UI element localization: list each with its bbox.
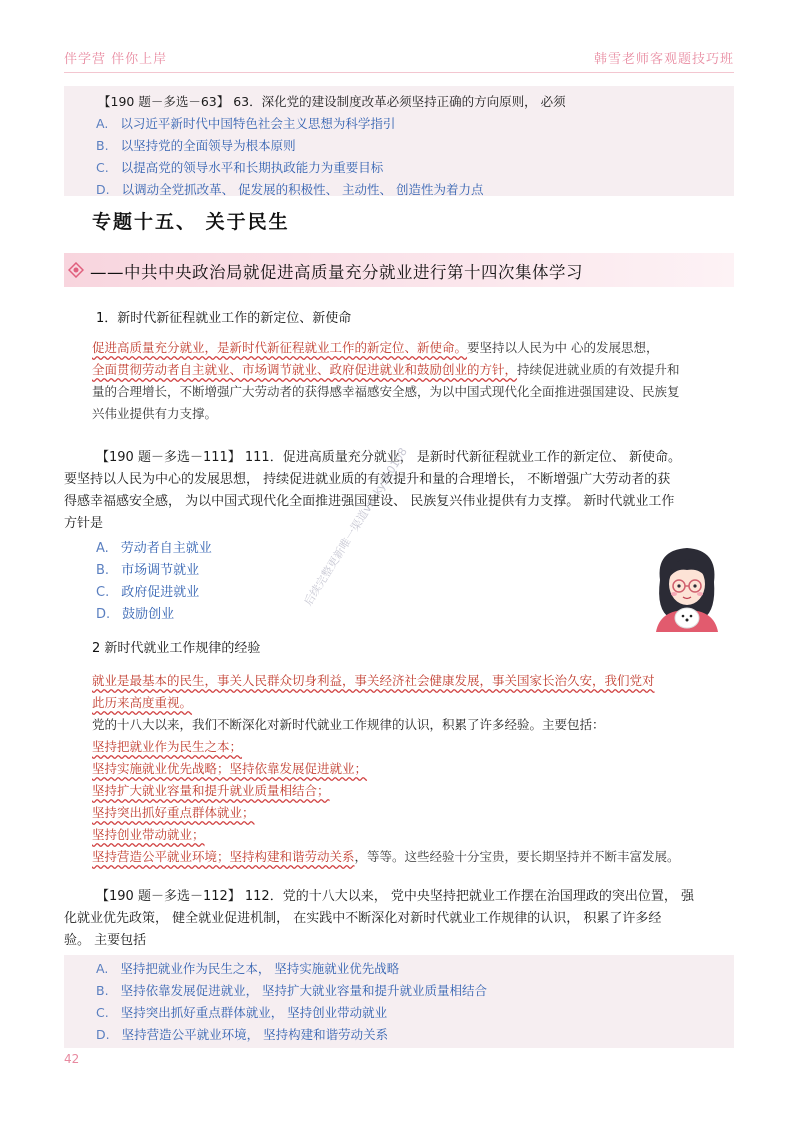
highlighted-text: 坚持扩大就业容量和提升就业质量相结合； [92, 783, 330, 798]
question-112-line: 验。 主要包括 [64, 933, 147, 948]
highlighted-text: 坚持把就业作为民生之本； [92, 739, 243, 754]
paragraph-line [92, 802, 255, 824]
question-63-option-c [96, 158, 383, 176]
paragraph-line [92, 692, 192, 714]
question-111-option-d [96, 604, 174, 626]
option-letter: A. [96, 116, 109, 131]
paragraph-line: 党的十八大以来，我们不断深化对新时代就业工作规律的认识，积累了许多经验。主要包括： [92, 717, 605, 732]
paragraph-line: 量的合理增长，不断增强广大劳动者的获得感幸福感安全感，为以中国式现代化全面推进强国建设、民族复 [92, 384, 680, 399]
section-2-heading: 2 新时代就业工作规律的经验 [92, 641, 261, 656]
topic-title: 专题十五、 关于民生 [92, 211, 290, 233]
option-text: 以调动全党抓改革、 促发展的积极性、 主动性、 创造性为着力点 [121, 182, 484, 197]
teacher-avatar-illustration [642, 540, 732, 632]
page-number: 42 [64, 1052, 80, 1066]
question-111-line: 方针是 [64, 516, 104, 531]
option-letter: D. [96, 182, 110, 197]
question-63-option-d [96, 180, 484, 198]
option-text: 坚持依靠发展促进就业， 坚持扩大就业容量和提升就业质量相结合 [120, 983, 488, 998]
plain-text: 持续促进就业质的有效提升和 [517, 362, 680, 377]
watermark: 后续完整更新唯一渠道vx: kysh0108 [301, 445, 410, 608]
question-112-stem [64, 886, 734, 956]
option-letter: B. [96, 563, 110, 578]
option-letter: D. [96, 607, 111, 622]
question-111-line: 要坚持以人民为中心的发展思想， 持续促进就业质的有效提升和量的合理增长， 不断增强广大劳动者的获 [64, 472, 671, 487]
option-text: 以提高党的领导水平和长期执政能力为重要目标 [120, 160, 384, 175]
option-letter: A. [96, 541, 109, 556]
option-text: 以坚持党的全面领导为根本原则 [120, 138, 296, 153]
option-letter: B. [96, 983, 109, 998]
highlighted-text: 促进高质量充分就业，是新时代新征程就业工作的新定位、新使命。 [92, 340, 468, 355]
option-text: 坚持把就业作为民生之本， 坚持实施就业优先战略 [120, 961, 400, 976]
option-text: 市场调节就业 [121, 563, 200, 578]
question-112-option-c [96, 1003, 387, 1021]
question-111-option-a [96, 538, 212, 560]
paragraph-line [92, 736, 242, 758]
question-111-line: 得感幸福感安全感， 为以中国式现代化全面推进强国建设、 民族复兴伟业提供有力支撑。 新时代就业工作 [64, 494, 675, 509]
plain-text: ，等等。这些经验十分宝贵，要长期坚持并不断丰富发展。 [354, 849, 680, 864]
section-banner [64, 253, 734, 287]
paragraph-line [92, 824, 205, 846]
plain-text: 要坚持以人民为中 心的发展思想， [467, 340, 659, 355]
option-letter: C. [96, 1005, 109, 1020]
diamond-ornament-icon [68, 262, 84, 278]
paragraph-line [92, 670, 655, 692]
paragraph-line [92, 337, 659, 359]
question-112-options-box [64, 955, 734, 1048]
question-63-option-a [96, 114, 395, 132]
question-111 [64, 447, 734, 627]
question-111-option-c [96, 582, 199, 604]
paragraph-line [92, 846, 680, 868]
option-text: 以习近平新时代中国特色社会主义思想为科学指引 [120, 116, 396, 131]
header-brand: 伴学营 伴你上岸 [64, 52, 168, 67]
question-63-stem: 【190 题－多选－63】 63．深化党的建设制度改革必须坚持正确的方向原则， 必须 [98, 94, 566, 109]
highlighted-text: 坚持实施就业优先战略；坚持依靠发展促进就业； [92, 761, 368, 776]
question-63-box [64, 86, 734, 196]
highlighted-text: 此历来高度重视。 [92, 695, 193, 710]
option-letter: A. [96, 961, 109, 976]
option-letter: B. [96, 138, 109, 153]
highlighted-text: 坚持突出抓好重点群体就业； [92, 805, 255, 820]
header-course-title: 韩雪老师客观题技巧班 [593, 52, 734, 67]
highlighted-text: 坚持营造公平就业环境； [92, 849, 230, 864]
header-divider [64, 72, 734, 73]
question-112-line: 【190 题－多选－112】 112．党的十八大以来， 党中央坚持把就业工作摆在治国理政的突出位置， 强 [96, 889, 694, 904]
section-1-paragraph [92, 337, 734, 427]
question-112-option-b [96, 981, 487, 999]
question-112-option-a [96, 959, 399, 977]
option-text: 坚持营造公平就业环境， 坚持构建和谐劳动关系 [121, 1027, 389, 1042]
highlighted-text: 全面贯彻劳动者自主就业、市场调节就业、政府促进就业和鼓励创业的方针， [92, 362, 518, 377]
paragraph-line [92, 359, 680, 381]
section-1-heading: 1．新时代新征程就业工作的新定位、新使命 [96, 311, 352, 326]
option-letter: D. [96, 1027, 110, 1042]
option-text: 劳动者自主就业 [120, 541, 212, 556]
option-text: 政府促进就业 [121, 585, 200, 600]
question-111-line: 【190 题－多选－111】 111．促进高质量充分就业， 是新时代新征程就业工作的新定位、 新使命。 [96, 450, 681, 465]
highlighted-text: 坚持构建和谐劳动关系 [229, 849, 355, 864]
section-2-paragraph [92, 670, 734, 870]
banner-title: ——中共中央政治局就促进高质量充分就业进行第十四次集体学习 [90, 263, 583, 282]
option-text: 鼓励创业 [122, 607, 175, 622]
question-112-line: 化就业优先政策， 健全就业促进机制， 在实践中不断深化对新时代就业工作规律的认识， 积累了许多经 [64, 911, 662, 926]
highlighted-text: 就业是最基本的民生，事关人民群众切身利益，事关经济社会健康发展，事关国家长治久安，我们党对 [92, 673, 655, 688]
option-letter: C. [96, 160, 109, 175]
paragraph-line [92, 758, 367, 780]
question-63-option-b [96, 136, 296, 154]
question-112-option-d [96, 1025, 388, 1043]
paragraph-line [92, 780, 330, 802]
option-text: 坚持突出抓好重点群体就业， 坚持创业带动就业 [120, 1005, 388, 1020]
paragraph-line: 兴伟业提供有力支撑。 [92, 406, 218, 421]
highlighted-text: 坚持创业带动就业； [92, 827, 205, 842]
option-letter: C. [96, 585, 110, 600]
question-111-option-b [96, 560, 199, 582]
